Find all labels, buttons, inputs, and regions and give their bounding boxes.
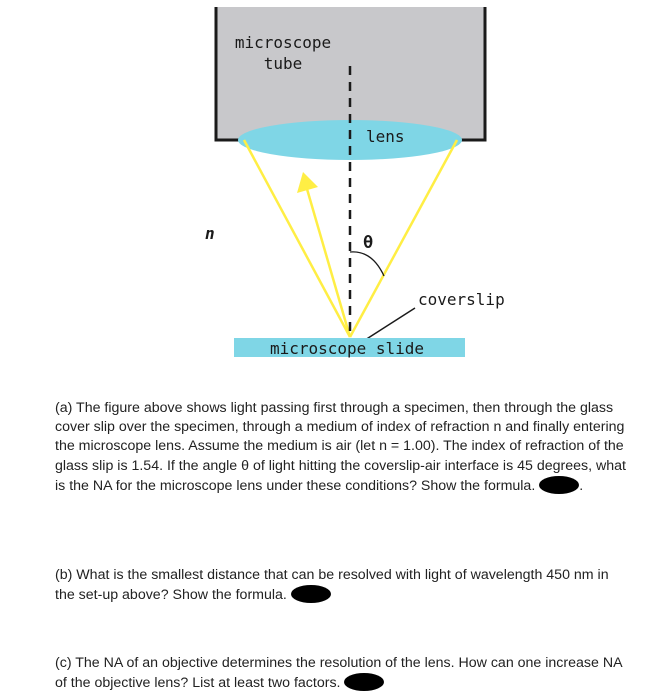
coverslip-label: coverslip xyxy=(418,290,505,309)
angle-arc xyxy=(350,252,384,276)
lens-label: lens xyxy=(366,127,405,146)
redaction-mark xyxy=(291,585,331,603)
coverslip-pointer xyxy=(365,308,415,340)
angle-label: θ xyxy=(363,233,374,253)
medium-label: n xyxy=(205,224,215,243)
tube-label-line1: microscope xyxy=(234,33,332,52)
redaction-mark xyxy=(344,673,384,691)
redaction-mark xyxy=(539,476,579,494)
slide-label: microscope slide xyxy=(269,339,425,358)
question-a xyxy=(55,399,630,496)
tube-label-line2: tube xyxy=(263,54,303,73)
arrow-ray xyxy=(307,189,350,337)
light-ray-left xyxy=(244,140,350,337)
question-b xyxy=(55,566,630,605)
arrow-head xyxy=(297,172,318,193)
question-a-trailing: . xyxy=(579,477,584,494)
question-b-text: (b) What is the smallest distance that can be resolved with light of wavelength 450 nm in the set-up above? Show the formula. xyxy=(55,567,609,604)
question-c-text: (c) The NA of an objective determines the resolution of the lens. How can one increase NA of the objective lens? List at least two factors. xyxy=(55,655,622,692)
question-a-text: (a) The figure above shows light passing first through a specimen, then through the glass cover slip over the specimen, through a medium of index of refraction n and finally entering the microscope lens. Assume the medium is air (let n = 1.00). The index of refraction of the glass slip is 1.54. If the angle θ of light hitting the coverslip-air interface is 45 degrees, what is the NA for the microscope lens under these conditions? Show the formula. xyxy=(55,400,626,494)
question-c xyxy=(55,654,630,693)
